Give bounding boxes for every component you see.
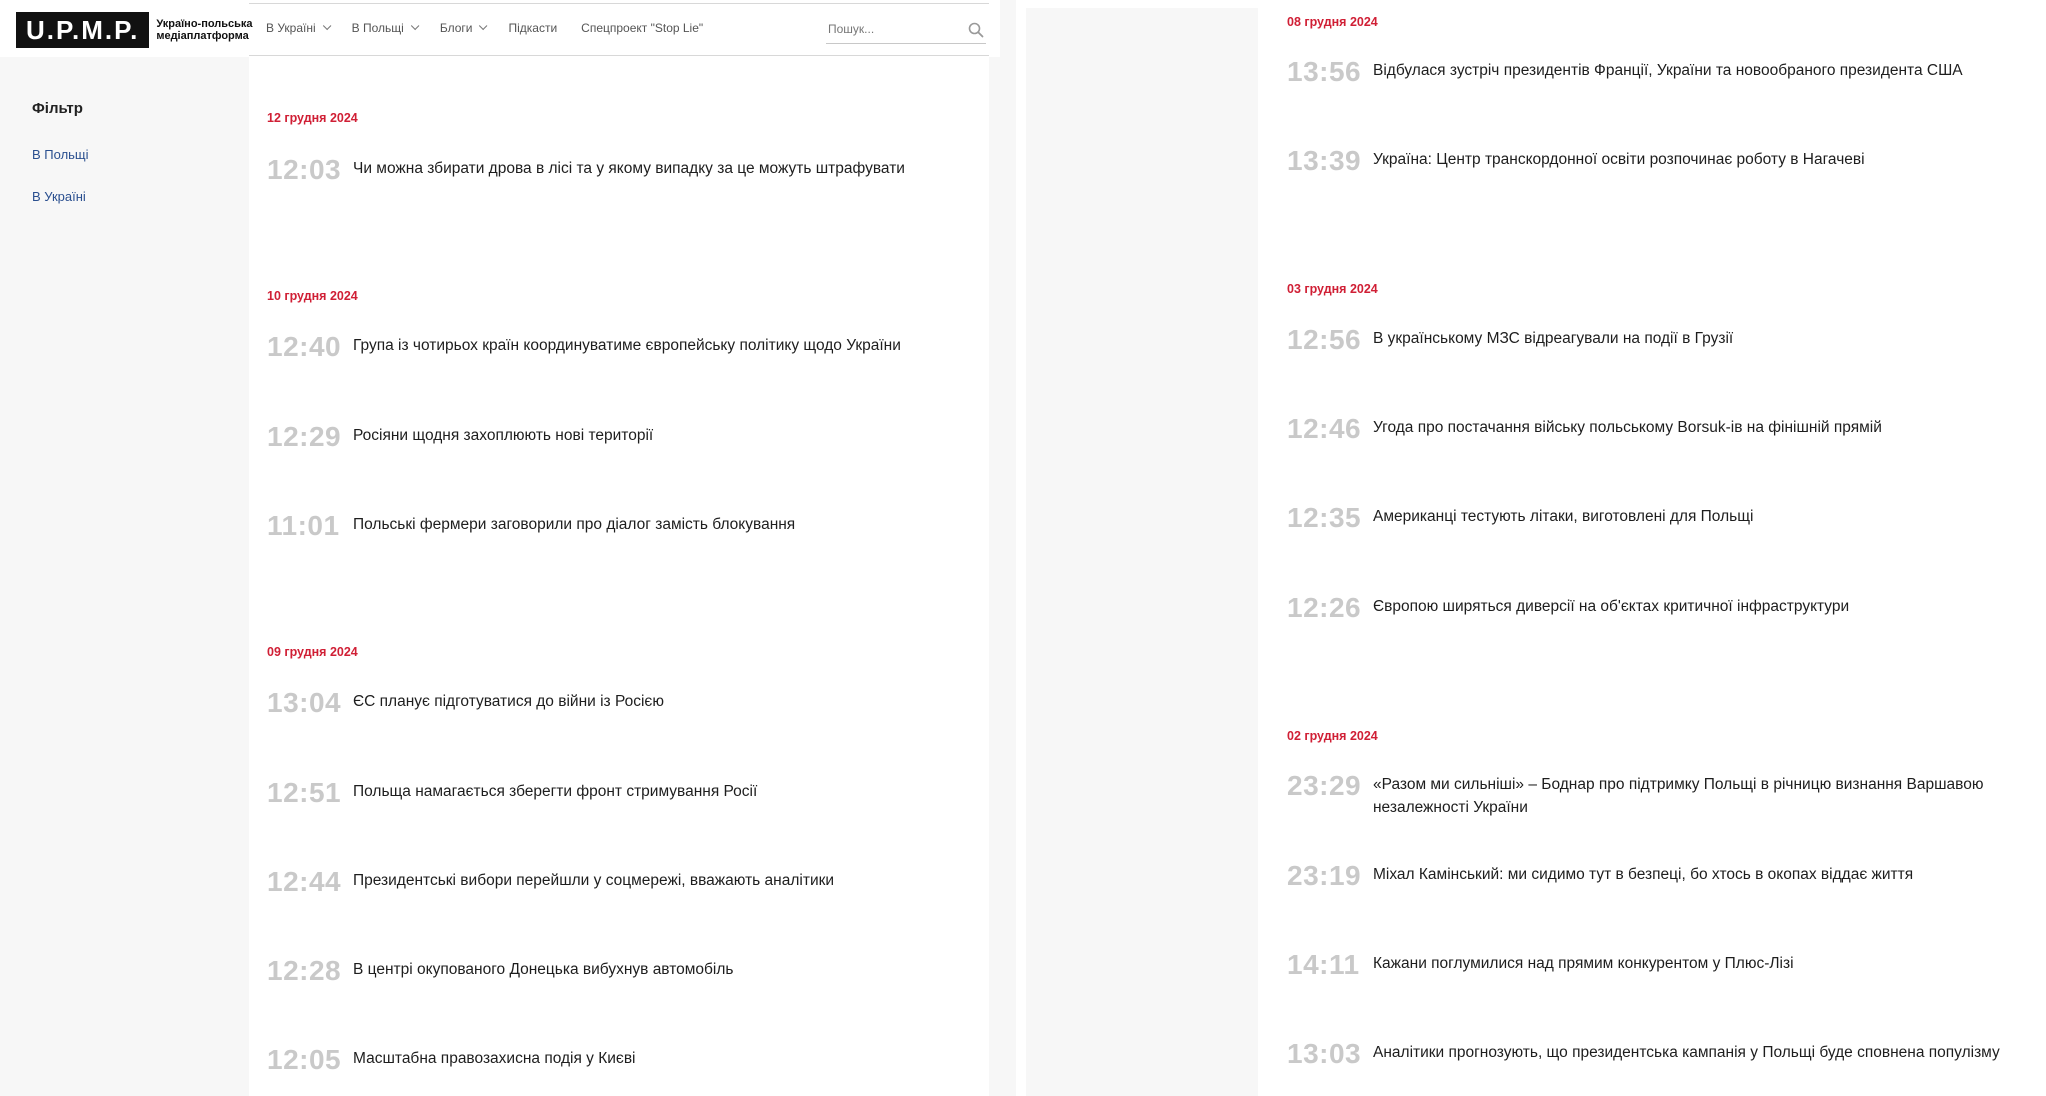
news-item[interactable] xyxy=(267,422,653,452)
site-logo[interactable] xyxy=(16,12,266,48)
date-heading: 03 грудня 2024 xyxy=(1287,282,1378,296)
search-input[interactable] xyxy=(826,16,956,42)
news-time: 12:51 xyxy=(267,777,342,808)
news-time: 13:04 xyxy=(267,687,342,718)
news-title[interactable]: «Разом ми сильніші» – Боднар про підтримку Польщі в річницю визнання Варшавою незалежності України xyxy=(1373,776,1984,816)
site-header xyxy=(0,0,1000,57)
news-title[interactable]: Європою ширяться диверсії на об'єктах критичної інфраструктури xyxy=(1373,598,1850,615)
main-nav xyxy=(266,21,727,35)
nav-item-ukraine[interactable] xyxy=(266,21,328,35)
nav-label: Спецпроект "Stop Lie" xyxy=(581,21,704,35)
news-item[interactable] xyxy=(1287,593,2027,623)
news-item[interactable] xyxy=(1287,861,2027,891)
news-time: 14:11 xyxy=(1287,949,1360,980)
nav-item-podcasts[interactable] xyxy=(508,21,557,35)
news-title[interactable]: Чи можна збирати дрова в лісі та у якому випадку за це можуть штрафувати xyxy=(353,160,905,177)
news-item[interactable] xyxy=(1287,771,2027,819)
news-time: 13:56 xyxy=(1287,56,1362,87)
date-heading: 12 грудня 2024 xyxy=(267,111,358,125)
news-item[interactable] xyxy=(267,778,757,808)
chevron-down-icon xyxy=(323,22,331,30)
logo-mark: U.P.M.P. xyxy=(16,12,149,48)
header-top-divider xyxy=(249,3,989,4)
news-title[interactable]: Кажани поглумилися над прямим конкурентом у Плюс-Лізі xyxy=(1373,955,1794,972)
news-title[interactable]: Відбулася зустріч президентів Франції, України та новообраного президента США xyxy=(1373,62,1963,79)
news-item[interactable] xyxy=(1287,325,2027,355)
nav-item-poland[interactable] xyxy=(352,21,416,35)
news-title[interactable]: Масштабна правозахисна подія у Києві xyxy=(353,1050,636,1067)
logo-subtitle: Україно-польська медіаплатформа xyxy=(156,18,253,42)
nav-label: Підкасти xyxy=(508,21,558,35)
news-item[interactable] xyxy=(267,155,905,185)
news-time: 12:40 xyxy=(267,331,342,362)
news-title[interactable]: Угода про постачання війську польському Borsuk-ів на фінішній прямій xyxy=(1373,419,1882,436)
chevron-down-icon xyxy=(479,22,487,30)
news-time: 23:29 xyxy=(1287,770,1362,801)
nav-label: В Україні xyxy=(266,21,316,35)
date-heading: 02 грудня 2024 xyxy=(1287,729,1378,743)
news-title[interactable]: Група із чотирьох країн координуватиме європейську політику щодо України xyxy=(353,337,901,354)
news-item[interactable] xyxy=(267,688,664,718)
news-item[interactable] xyxy=(267,1045,636,1075)
news-title[interactable]: Росіяни щодня захоплюють нові території xyxy=(353,427,654,444)
news-time: 23:19 xyxy=(1287,860,1362,891)
news-title[interactable]: Польща намагається зберегти фронт стримування Росії xyxy=(353,783,758,800)
filter-sidebar xyxy=(32,100,232,231)
nav-label: Блоги xyxy=(439,21,473,35)
date-heading: 09 грудня 2024 xyxy=(267,645,358,659)
news-title[interactable]: Аналітики прогнозують, що президентська кампанія у Польщі буде сповнена популізму xyxy=(1373,1044,2000,1061)
news-time: 12:28 xyxy=(267,955,342,986)
news-item[interactable] xyxy=(1287,950,2027,980)
news-item[interactable] xyxy=(1287,414,2027,444)
filter-link-ukraine[interactable]: В Україні xyxy=(32,189,86,204)
chevron-down-icon xyxy=(411,22,419,30)
nav-item-blogs[interactable] xyxy=(440,21,485,35)
news-title[interactable]: Польські фермери заговорили про діалог замість блокування xyxy=(353,516,796,533)
date-heading: 08 грудня 2024 xyxy=(1287,15,1378,29)
news-time: 12:03 xyxy=(267,154,342,185)
news-title[interactable]: В центрі окупованого Донецька вибухнув автомобіль xyxy=(353,961,734,978)
search-icon[interactable] xyxy=(968,22,984,38)
news-time: 13:39 xyxy=(1287,145,1362,176)
news-item[interactable] xyxy=(1287,146,2027,176)
header-bottom-divider xyxy=(249,55,989,56)
news-time: 12:29 xyxy=(267,421,342,452)
news-time: 12:05 xyxy=(267,1044,342,1075)
news-item[interactable] xyxy=(267,867,834,897)
news-item[interactable] xyxy=(1287,57,2027,87)
news-time: 12:56 xyxy=(1287,324,1362,355)
news-time: 11:01 xyxy=(267,510,340,541)
filter-title: Фільтр xyxy=(32,100,83,117)
news-item[interactable] xyxy=(1287,503,2027,533)
news-time: 12:46 xyxy=(1287,413,1362,444)
news-title[interactable]: Американці тестують літаки, виготовлені для Польщі xyxy=(1373,508,1754,525)
news-title[interactable]: Україна: Центр транскордонної освіти розпочинає роботу в Нагачеві xyxy=(1373,151,1865,168)
news-time: 12:26 xyxy=(1287,592,1362,623)
news-item[interactable] xyxy=(267,332,901,362)
nav-label: В Польщі xyxy=(351,21,404,35)
news-time: 13:03 xyxy=(1287,1038,1362,1069)
news-title[interactable]: Міхал Камінський: ми сидимо тут в безпеці, бо хтось в окопах віддає життя xyxy=(1373,866,1914,883)
search-box xyxy=(826,16,986,44)
news-time: 12:35 xyxy=(1287,502,1362,533)
news-item[interactable] xyxy=(267,511,795,541)
filter-link-poland[interactable]: В Польщі xyxy=(32,147,89,162)
nav-item-stop-lie[interactable] xyxy=(581,21,703,35)
news-item[interactable] xyxy=(267,956,733,986)
news-time: 12:44 xyxy=(267,866,342,897)
news-item[interactable] xyxy=(1287,1039,2027,1069)
news-title[interactable]: Президентські вибори перейшли у соцмережі, вважають аналітики xyxy=(353,872,835,889)
date-heading: 10 грудня 2024 xyxy=(267,289,358,303)
news-title[interactable]: В українському МЗС відреагували на події в Грузії xyxy=(1373,330,1734,347)
news-title[interactable]: ЄС планує підготуватися до війни із Росією xyxy=(353,693,664,710)
